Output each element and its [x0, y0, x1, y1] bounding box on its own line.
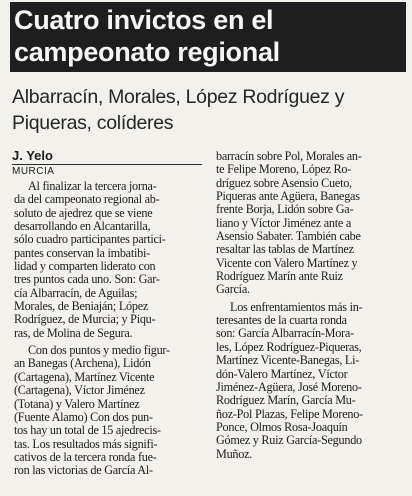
paragraph-4	[216, 301, 406, 461]
text-line: cía Albarracín, de Aguilas;	[14, 285, 138, 300]
text-line: resaltar las tablas de Martínez	[216, 242, 354, 257]
text-line: dríguez sobre Asensio Cueto,	[216, 175, 352, 190]
text-line: te Felipe Moreno, López Ro-	[216, 162, 352, 177]
text-line: dón-Valero Martínez, Víctor	[216, 366, 348, 381]
text-line: son: García Albarracín-Mora-	[216, 326, 354, 341]
byline-rule	[12, 164, 202, 165]
text-line: tres puntos cada uno. Son: Gar-	[14, 272, 160, 287]
text-line: teresantes de la cuarta ronda	[216, 313, 347, 328]
text-line: an Banegas (Archena), Lidón	[14, 356, 151, 371]
subheadline-line-1: Albarracín, Morales, López Rodríguez y	[12, 86, 345, 108]
text-line: Con dos puntos y medio figur-	[28, 343, 170, 358]
text-line: Rodríguez Marín ante Ruiz	[216, 269, 343, 284]
text-line: Muñoz.	[216, 446, 253, 461]
text-line: lidad y comparten liderato con	[14, 259, 156, 274]
text-line: ron las victorias de García Al-	[14, 463, 153, 478]
byline: J. Yelo	[12, 148, 53, 163]
paragraph-2	[14, 344, 210, 477]
text-line: barracín sobre Pol, Morales an-	[216, 149, 362, 163]
text-line: da del campeonato regional ab-	[14, 192, 160, 207]
text-line: Al finalizar la tercera jorna-	[28, 179, 157, 193]
text-line: tos hay un total de 15 ajedrecis-	[14, 423, 161, 438]
text-line: Piqueras ante Agüera, Banegas	[216, 189, 360, 204]
text-line: Asensio Sabater. También cabe	[216, 229, 361, 244]
paragraph-1	[14, 180, 210, 340]
article-column-2	[216, 150, 406, 461]
text-line: frente Borja, Lidón sobre Ga-	[216, 202, 354, 217]
subheadline	[12, 84, 408, 136]
text-line: Jiménez-Agüera, José Moreno-	[216, 379, 362, 394]
headline-line-2: campeonato regional	[14, 37, 280, 67]
paragraph-3	[216, 150, 406, 297]
text-line: ñoz-Pol Plazas, Felipe Moreno-	[216, 406, 363, 421]
text-line: Martínez Vicente-Banegas, Li-	[216, 353, 360, 368]
text-line: Ponce, Olmos Rosa-Joaquín	[216, 419, 348, 434]
text-line: desarrollando en Alcantarilla,	[14, 219, 151, 234]
text-line: Gómez y Ruiz García-Segundo	[216, 433, 362, 448]
dateline: MURCIA	[12, 166, 55, 177]
text-line: García.	[216, 282, 250, 297]
text-line: liano y Víctor Jiménez ante a	[216, 215, 352, 230]
text-line: cativos de la tercera ronda fue-	[14, 449, 157, 464]
text-line: Rodríguez Marín, García Mu-	[216, 393, 356, 408]
text-line: tas. Los resultados más signifi-	[14, 436, 158, 451]
text-line: (Cartagena), Víctor Jiménez	[14, 383, 145, 398]
text-line: les, López Rodríguez-Piqueras,	[216, 339, 362, 354]
text-line: Vicente con Valero Martínez y	[216, 255, 358, 270]
text-line: pantes conservan la imbatibi-	[14, 245, 150, 260]
text-line: Morales, de Beniaján; López	[14, 299, 149, 314]
headline-line-1: Cuatro invictos en el	[14, 5, 274, 35]
text-line: sólo cuadro participantes partici-	[14, 232, 166, 247]
text-line: soluto de ajedrez que se viene	[14, 205, 153, 220]
headline	[10, 2, 406, 72]
text-line: Los enfrentamientos más in-	[230, 299, 363, 314]
article-column-1	[14, 180, 210, 478]
text-line: (Totana) y Valero Martínez	[14, 396, 140, 411]
subheadline-line-2: Piqueras, colíderes	[12, 112, 174, 134]
text-line: ras, de Molina de Segura.	[14, 325, 133, 340]
text-line: (Fuente Alamo) Con dos pun-	[14, 409, 153, 424]
text-line: Rodríguez, de Murcia; y Piqu-	[14, 312, 156, 327]
text-line: (Cartagena), Martínez Vicente	[14, 369, 155, 384]
